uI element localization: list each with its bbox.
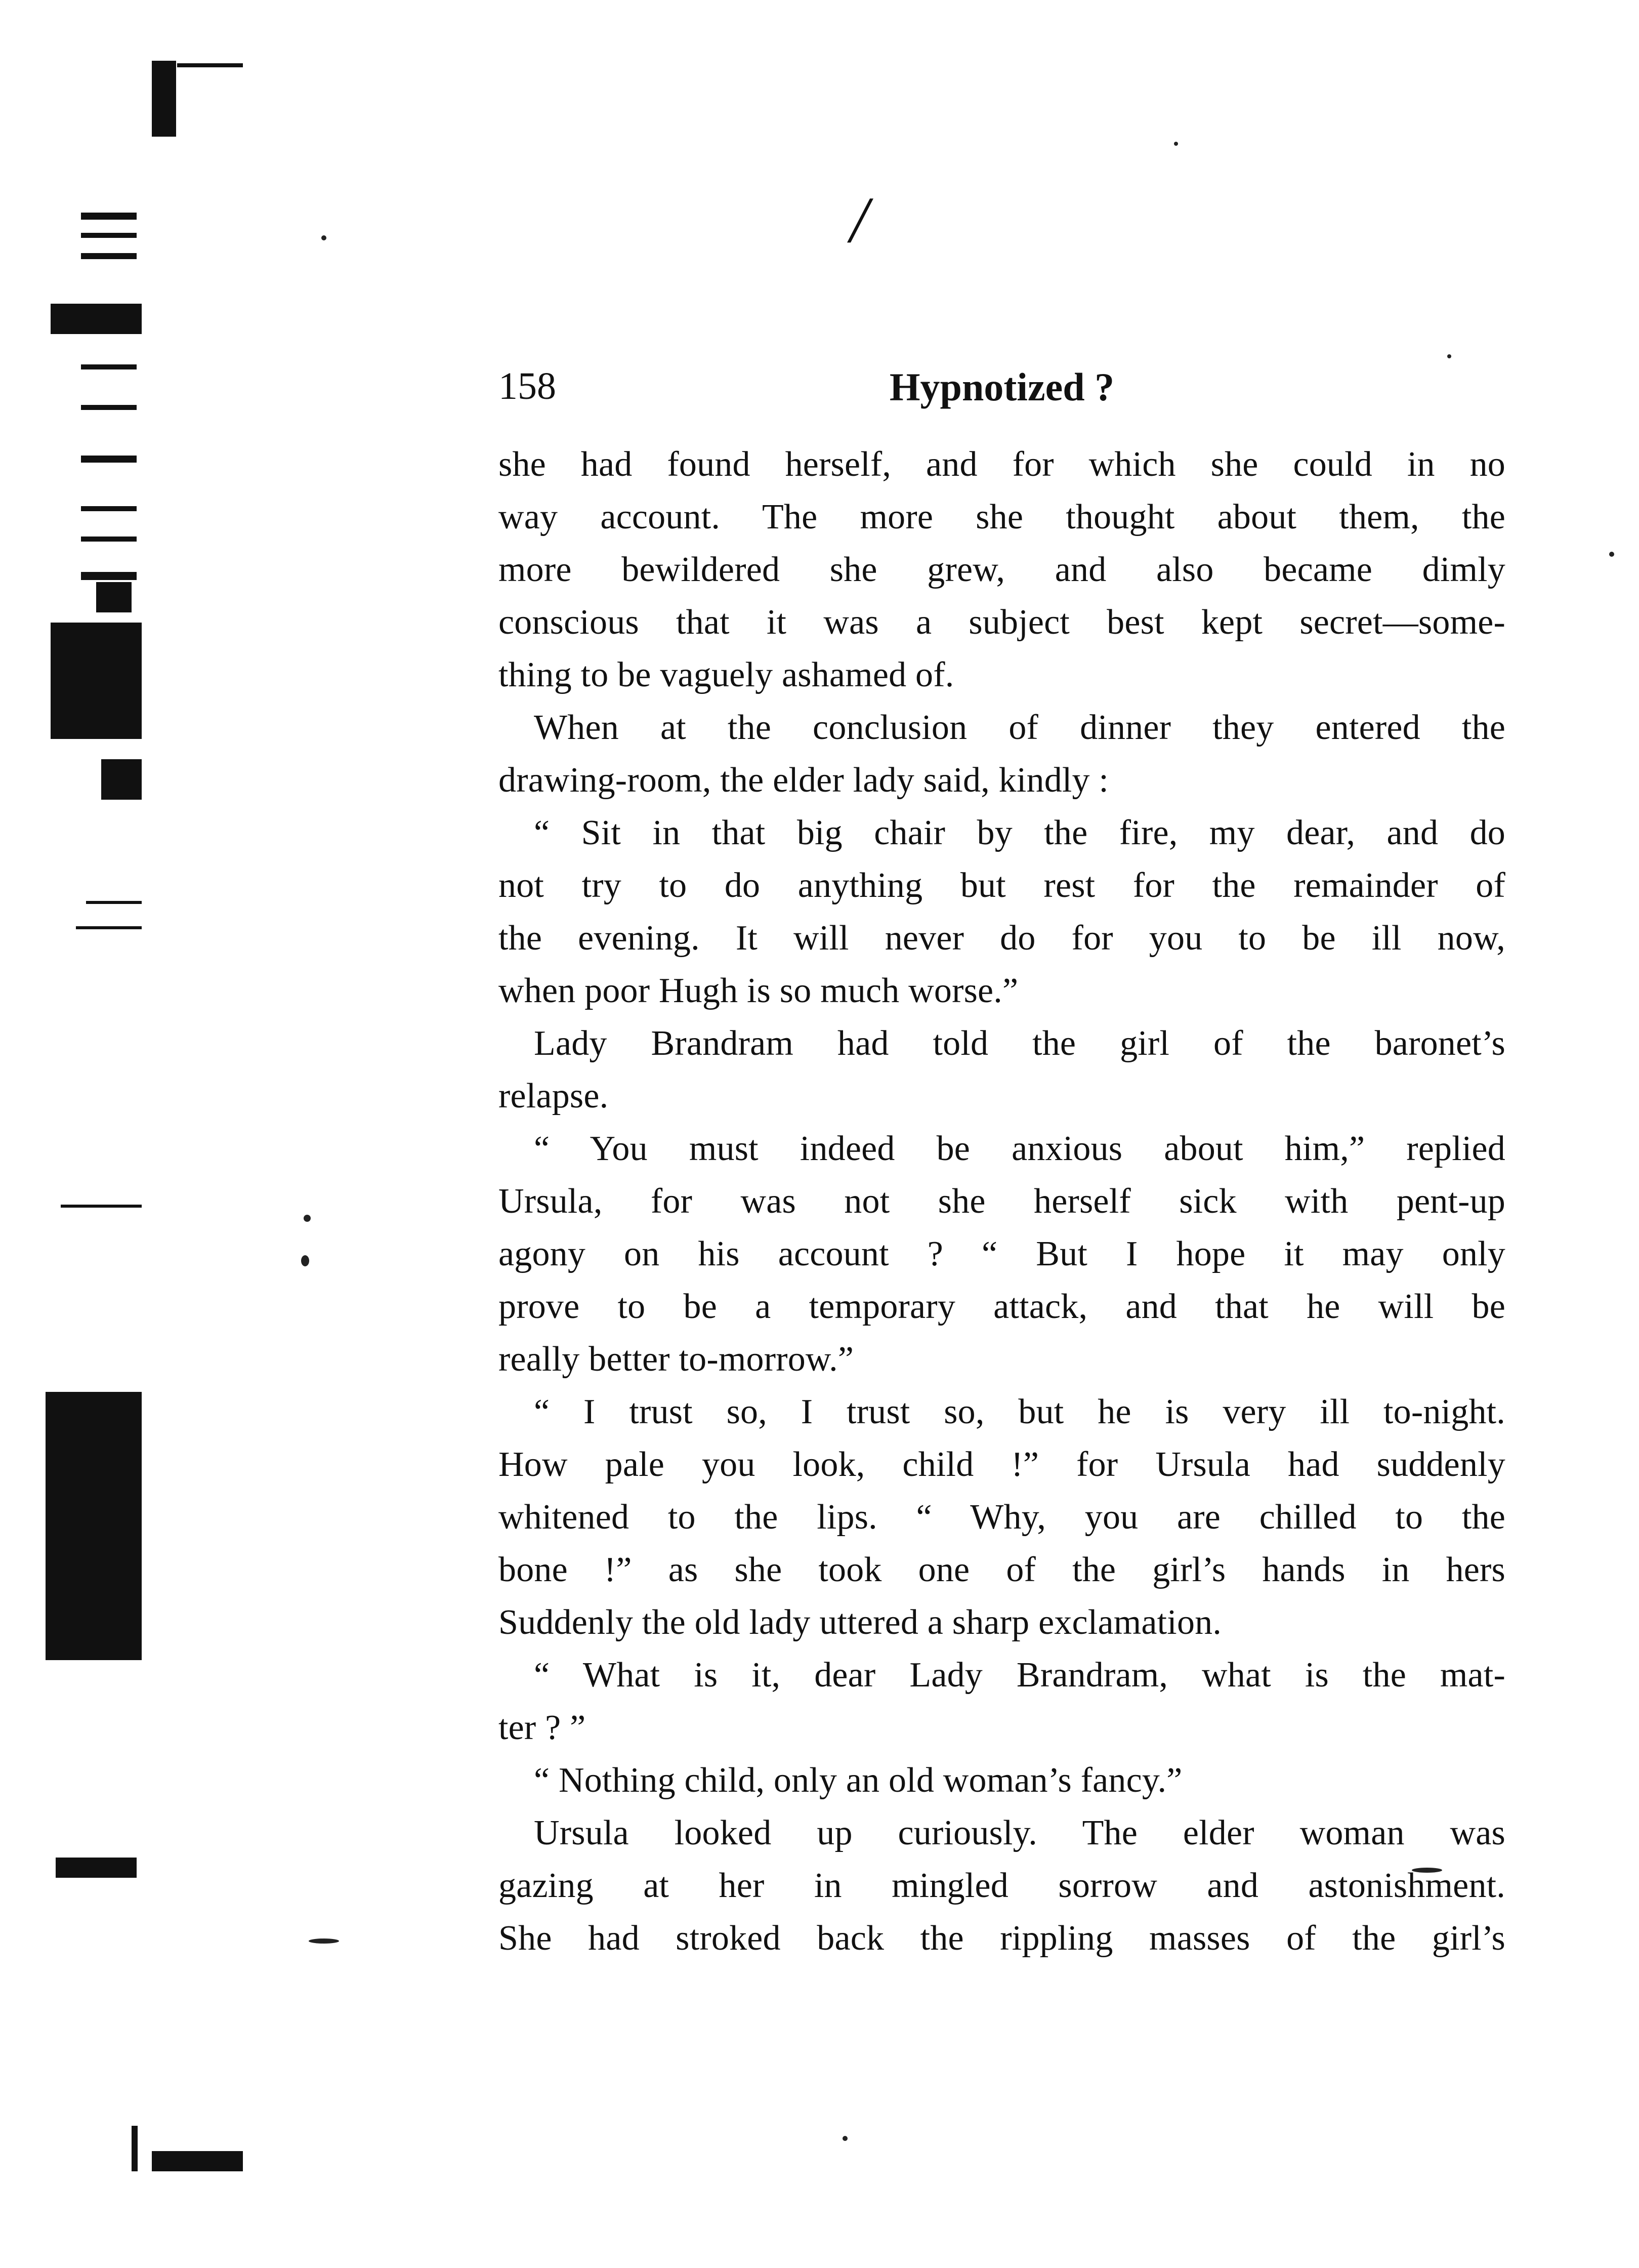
text-line: the evening. It will never do for you to be ill now,: [498, 919, 1505, 958]
text-line: Ursula, for was not she herself sick with pent-up: [498, 1182, 1505, 1221]
text-line: Ursula looked up curiously. The elder woman was: [534, 1813, 1505, 1852]
scan-gutter-artifacts: [0, 0, 263, 2268]
text-line: really better to-morrow.”: [498, 1340, 854, 1379]
text-line: agony on his account ? “ But I hope it may only: [498, 1234, 1505, 1273]
text-line: “ You must indeed be anxious about him,” replied: [534, 1129, 1505, 1168]
text-line: “ What is it, dear Lady Brandram, what is the mat-: [534, 1656, 1505, 1695]
folio-pencil-mark: /: [850, 184, 869, 257]
text-line: relapse.: [498, 1077, 609, 1116]
text-line: gazing at her in mingled sorrow and astonishment.: [498, 1866, 1505, 1905]
text-line: Lady Brandram had told the girl of the baronet’s: [534, 1024, 1505, 1063]
running-title: Hypnotized ?: [889, 365, 1115, 409]
text-line: “ Sit in that big chair by the fire, my dear, and do: [534, 813, 1505, 852]
body-text: [498, 438, 1505, 1965]
text-line: When at the conclusion of dinner they entered the: [534, 708, 1505, 747]
text-line: prove to be a temporary attack, and that he will be: [498, 1287, 1505, 1326]
text-line: Suddenly the old lady uttered a sharp exclamation.: [498, 1603, 1222, 1642]
text-line: she had found herself, and for which she could in no: [498, 445, 1505, 484]
text-line: How pale you look, child !” for Ursula had suddenly: [498, 1445, 1505, 1484]
text-line: “ Nothing child, only an old woman’s fancy.”: [534, 1761, 1183, 1800]
text-line: not try to do anything but rest for the remainder of: [498, 866, 1505, 905]
text-line: She had stroked back the rippling masses of the girl’s: [498, 1919, 1505, 1958]
text-line: more bewildered she grew, and also became dimly: [498, 550, 1505, 589]
page-header: [498, 364, 1505, 420]
page-number: 158: [498, 365, 556, 407]
text-line: whitened to the lips. “ Why, you are chilled to the: [498, 1498, 1505, 1537]
text-line: drawing-room, the elder lady said, kindly :: [498, 761, 1109, 800]
text-line: way account. The more she thought about them, the: [498, 498, 1505, 537]
text-line: bone !” as she took one of the girl’s hands in hers: [498, 1550, 1505, 1589]
text-line: “ I trust so, I trust so, but he is very ill to-night.: [534, 1392, 1505, 1431]
text-line: ter ? ”: [498, 1708, 586, 1747]
text-line: conscious that it was a subject best kept secret—some-: [498, 603, 1505, 642]
text-line: when poor Hugh is so much worse.”: [498, 971, 1019, 1010]
text-line: thing to be vaguely ashamed of.: [498, 655, 954, 694]
